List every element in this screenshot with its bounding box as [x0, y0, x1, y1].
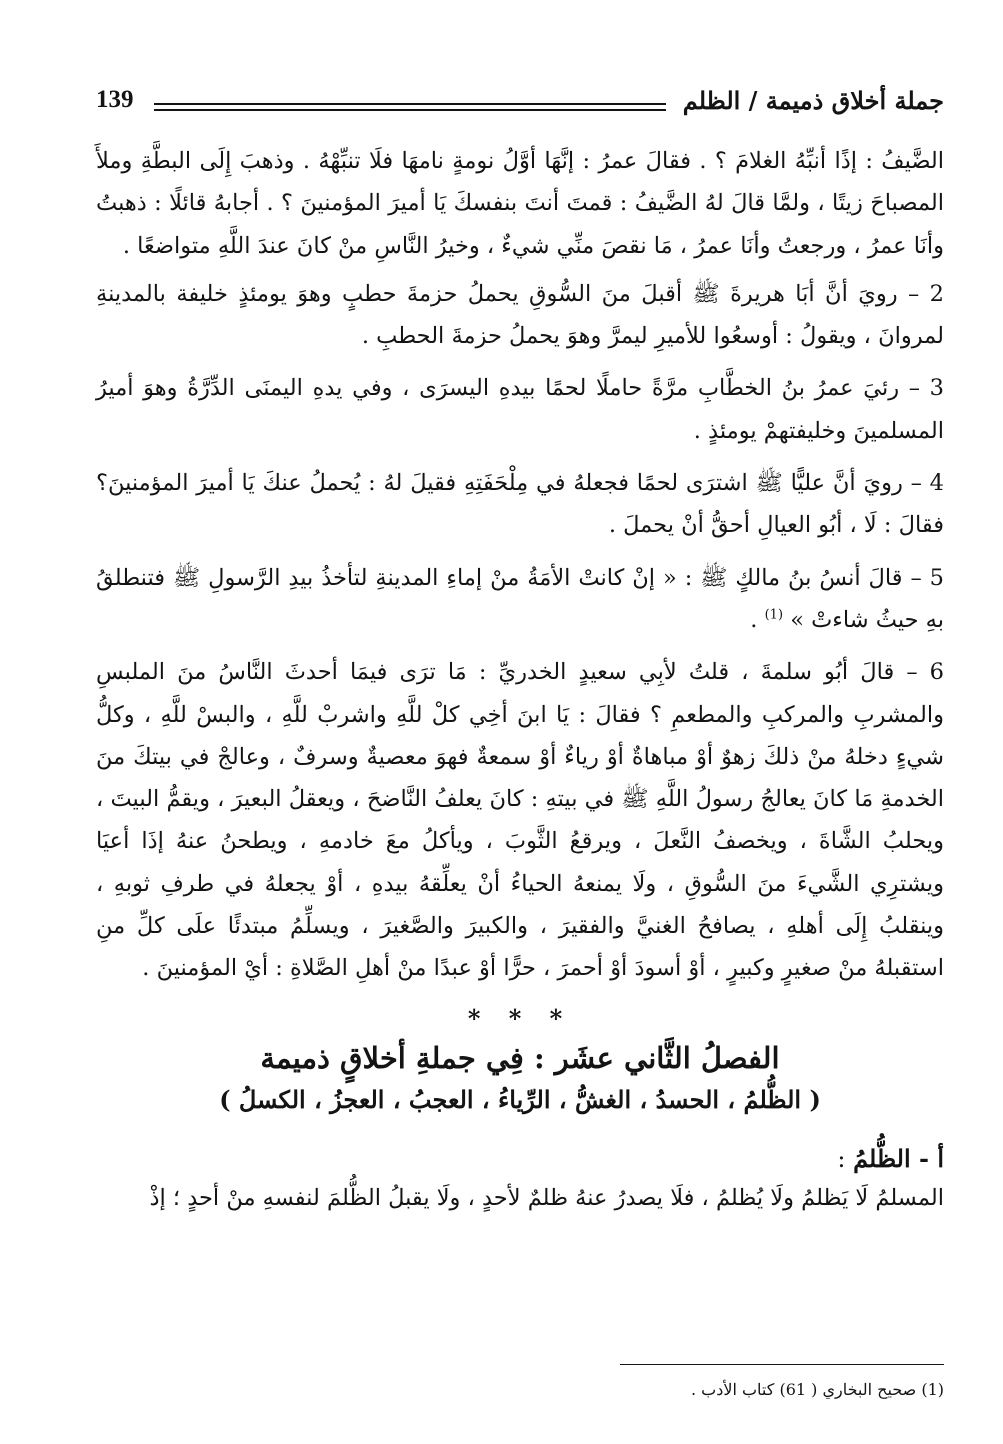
- section-separator: * * *: [467, 1003, 573, 1033]
- paragraph-5-text: 5 – قالَ أنسُ بنُ مالكٍ ﷺ : « إنْ كانتْ الأمَةُ منْ إماءِ المدينةِ لتأخذُ بيدِ الرَّسولِ ﷺ فتنطلقُ بهِ حيثُ شاءتْ »: [96, 564, 944, 633]
- footnote-rule: [620, 1364, 944, 1365]
- page-header: [96, 86, 944, 126]
- header-rule: [154, 109, 666, 111]
- section-heading: [96, 1144, 944, 1173]
- section-heading-text: أ - الظُّلمُ: [853, 1143, 944, 1173]
- header-rule: [154, 103, 666, 105]
- footnote: (1) صحيح البخاري ( 61) كتاب الأدب .: [690, 1380, 944, 1399]
- section-first-line: المسلمُ لَا يَظلمُ ولَا يُظلمُ ، فلَا يصدرُ عنهُ ظلمٌ لأحدٍ ، ولَا يقبلُ الظُّلمَ لنفسهِ منْ أحدٍ ؛ إذْ: [149, 1184, 944, 1211]
- paragraph-2: 2 – رويَ أنَّ أبَا هريرةَ ﷺ أقبلَ منَ السُّوقِ يحملُ حزمةَ حطبٍ وهوَ يومئذٍ خليفة بالمدينةِ لمروانَ ، ويقولُ : أوسعُوا للأميرِ ليمرَّ وهوَ يحملُ حزمةَ الحطبِ .: [96, 280, 944, 350]
- chapter-subtitle: ( الظُّلمُ ، الحسدُ ، الغشُّ ، الرِّياءُ ، العجبُ ، العجزُ ، الكسلُ ): [219, 1084, 821, 1114]
- page-number: 139: [96, 86, 134, 113]
- paragraph-6: 6 – قالَ أبُو سلمةَ ، قلتُ لأبِي سعيدٍ الخدريِّ : مَا ترَى فيمَا أحدثَ النَّاسُ منَ الملبسِ والمشربِ والمركبِ والمطعمِ ؟ فقالَ : يَا ابنَ أخِي كلْ للَّهِ واشربْ للَّهِ ، والبسْ للَّهِ ، وكلُّ شيءٍ دخلهُ منْ ذلكَ زهوٌ أوْ مباهاةٌ أوْ رياءٌ أوْ سمعةٌ فهوَ معصيةٌ وسرفٌ ، وعالجْ في بيتكَ منَ الخدمةِ مَا كانَ يعالجُ رسولُ اللَّهِ ﷺ في بيتهِ : كانَ يعلفُ النَّاضحَ ، ويعقلُ البعيرَ ، ويقمُّ البيتَ ، ويحلبُ الشَّاةَ ، ويخصفُ النَّعلَ ، ويرقعُ الثَّوبَ ، ويأكلُ معَ خادمهِ ، ويطحنُ عنهُ إذَا أعيَا ويشترِي الشَّيءَ منَ السُّوقِ ، ولَا يمنعهُ الحياءُ أنْ يعلِّقهُ بيدهِ ، أوْ يجعلهُ في طرفِ ثوبهِ ، وينقلبُ إِلَى أهلهِ ، يصافحُ الغنيَّ والفقيرَ ، والكبيرَ والصَّغيرَ ، ويسلِّمُ مبتدئًا علَى كلِّ منِ استقبلهُ منْ صغيرٍ وكبيرٍ ، أوْ أسودَ أوْ أحمرَ ، حرًّا أوْ عبدًا منْ أهلِ الصَّلاةِ : أيْ المؤمنينَ .: [96, 659, 944, 982]
- running-title: جملة أخلاق ذميمة / الظلم: [682, 86, 944, 115]
- paragraph-5: [96, 557, 944, 642]
- paragraph-5-end: .: [750, 606, 765, 633]
- paragraph-3: 3 – رئيَ عمرُ بنُ الخطَّابِ مرَّةً حاملًا لحمًا بيدهِ اليسرَى ، وفي يدهِ اليمنَى الدِّرَّةُ وهوَ أميرُ المسلمينَ وخليفتهمْ يومئذٍ .: [96, 375, 944, 444]
- paragraph-4: 4 – رويَ أنَّ عليًّا ﷺ اشترَى لحمًا فجعلهُ في مِلْحَفَتِهِ فقيلَ لهُ : يُحملُ عنكَ يَا أميرَ المؤمنينَ؟ فقالَ : لَا ، أبُو العيالِ أحقُّ أنْ يحملَ .: [96, 470, 944, 539]
- page-body: [96, 140, 944, 1229]
- paragraph-continued: الضَّيفُ : إذًا أنبِّهُ الغلامَ ؟ . فقالَ عمرُ : إنَّهَا أوَّلُ نومةٍ نامهَا فلَا تنبِّهْهُ . وذهبَ إِلَى البطَّةِ وملأَ المصباحَ زيتًا ، ولمَّا قالَ لهُ الضَّيفُ : قمتَ أنتَ بنفسكَ يَا أميرَ المؤمنينَ ؟ . أجابهُ قائلًا : ذهبتُ وأنَا عمرُ ، ورجعتُ وأنَا عمرُ ، مَا نقصَ منِّي شيءٌ ، وخيرُ النَّاسِ منْ كانَ عندَ اللَّهِ متواضعًا .: [96, 148, 945, 259]
- footnote-reference: (1): [764, 607, 784, 623]
- section-heading-colon: :: [837, 1144, 854, 1173]
- chapter-title: الفصلُ الثَّاني عشَر : فِي جملةِ أخلاقٍ ذميمة: [260, 1040, 780, 1075]
